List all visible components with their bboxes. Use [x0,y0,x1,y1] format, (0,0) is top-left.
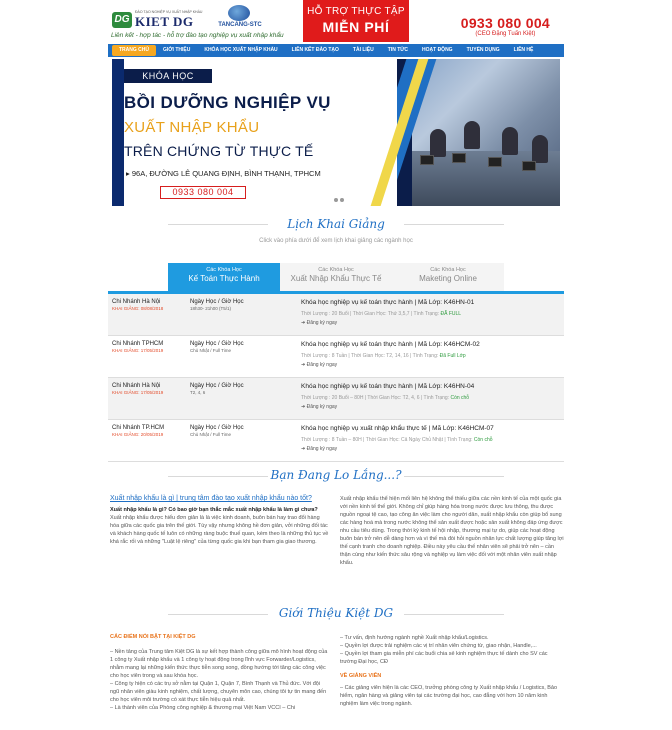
nav-item-about[interactable]: GIỚI THIỆU [163,47,191,53]
classroom-photo [412,59,560,206]
course-name: Khóa học nghiệp vụ kế toán thực hành | Mã Lớp: K46HN-04 [301,383,475,390]
logo[interactable] [108,10,208,30]
slider-dots [112,197,560,204]
intro-right-text: – Tư vấn, định hướng ngành nghề Xuất nhập khẩu/Logistics. – Quyền lợi được trải nghiệm các vị trí nhân viên chứng từ, giao nhận, Handle,... – Quyền lợi tham gia miễn phí các buổi chia sẻ kinh nghiệm thực tế dành cho SV các trường Đại học, CĐ [340,635,548,665]
promo-line-2: MIỄN PHÍ [322,19,390,35]
banner-address: ▸ 96A, ĐƯỜNG LÊ QUANG ĐỊNH, BÌNH THẠNH, TPHCM [126,169,321,178]
hero-banner[interactable] [112,59,560,206]
intro-title: Giới Thiệu Kiệt DG [278,606,394,620]
status-badge: Còn chỗ [473,437,493,443]
time-label: Ngày Học / Giờ Học [190,341,244,347]
course-tabs [168,263,504,291]
intro-right-column [340,634,564,708]
schedule-subtitle: Click vào phía dưới để xem lịch khai giảng các ngành học [259,238,413,244]
banner-phone: 0933 080 004 [160,186,246,199]
slider-dot[interactable] [340,198,344,202]
promo-box[interactable] [303,0,409,42]
course-meta: Thời Lượng : 20 Buổi | Thời Gian Học: Thứ 3,5,7 | Tình Trạng: ĐÃ FULL [301,311,462,317]
branch-name: Chi Nhánh Hà Nội [112,383,161,389]
partner-name: TANCANG-STC [218,22,262,28]
slider-dot[interactable] [328,198,332,202]
banner-line-2: XUẤT NHẬP KHẨU [124,119,260,136]
intro-left-column [110,634,330,712]
banner-label: KHÓA HỌC [124,69,212,83]
banner-line-1: BỒI DƯỠNG NGHIỆP VỤ [124,93,331,112]
nav-item-contact[interactable]: LIÊN HỆ [513,47,534,53]
nav-item-courses[interactable]: KHÓA HỌC XUẤT NHẬP KHẨU [204,47,278,53]
schedule-table [108,294,564,462]
banner-line-3: TRÊN CHỨNG TỪ THỰC TẾ [124,143,314,159]
table-row [108,378,564,420]
intro-left-text: – Nền tảng của Trung tâm Kiệt DG là sự kết hợp thành công giữa mô hình hoạt động của 1 công ty Xuất nhập khẩu và 1 công ty hoạt động trong lĩnh vực Forwarder/Logistics, nhằm mang lại những kiến thức thực tiễn song song, đồng hướng tới tăng các công việc cho học viên trong và sau khóa học. – Công ty hiện có các trụ sở nằm tại Quận 1, Quận 7, Bình Thạnh và Thủ đức. Với đội ngũ nhân viên giàu kinh nghiệm, chất lượng, chuyên môn cao, chúng tôi tự tin mang đến cho học viên môi trường có xát thực tiễn hiệu quả nhất. – Là thành viên của Phòng công nghiệp & thương mại Việt Nam VCCI – Chi [110,649,328,711]
table-row [108,294,564,336]
start-date: KHAI GIẢNG: 17/05/2019 [112,348,164,353]
course-meta: Thời Lượng : 20 Buổi – 80H | Thời Gian Học: T2, 4, 6 | Tình Trạng: Còn chỗ [301,395,470,401]
logo-mark-icon: DG [112,12,132,28]
worry-heading-link[interactable]: Xuất nhập khẩu là gì | trung tâm đào tạo xuất nhập khẩu nào tốt? [110,495,312,502]
time-label: Ngày Học / Giờ Học [190,425,244,431]
register-link[interactable]: ➜ Đăng ký ngay [301,446,338,452]
table-row [108,336,564,378]
intro-right-heading: VỀ GIẢNG VIÊN [340,673,382,679]
table-row [108,420,564,462]
schedule-title: Lịch Khai Giảng [287,217,385,231]
hotline-number: 0933 080 004 [460,15,550,31]
course-meta: Thời Lượng : 8 Tuần | Thời Gian Học: T2, 14, 16 | Tình Trạng: Đã Full Lớp [301,353,466,359]
partner-logo[interactable] [216,5,264,31]
nav-item-activities[interactable]: HOẠT ĐỘNG [422,47,453,53]
register-link[interactable]: ➜ Đăng ký ngay [301,362,338,368]
time-value: Chủ Nhật / Full Time [190,348,232,353]
hotline-name: (CEO Đặng Tuấn Kiệt) [475,31,536,37]
main-nav [108,44,564,57]
register-link[interactable]: ➜ Đăng ký ngay [301,404,338,410]
worry-right-text: Xuất nhập khẩu thể hiện mối liên hệ không thể thiếu giữa các nền kinh tế của một quốc gia với nền kinh tế thế giới. Không chỉ giúp hàng hóa trong nước được lưu thông, thu được nguồn ngoại tệ cao, tạo công ăn việc làm cho người dân, xuất nhập khẩu còn giúp bổ sung các hàng hoá mà trong nước không thể sản xuất được hoặc sản xuất không đáp ứng được nhu cầu tiêu dùng. Trong thời kỳ kinh tế hội nhập, thương mại tự do, giúp các hoạt động buôn bán trở nên dễ dàng hơn và vì thế mà đòi hỏi nguồn nhân lực chất lượng giúp tăng lợi thế cạnh tranh cho doanh nghiệp. Điều này yêu cầu thế nhân viên sẽ phải trở nên – cần thận cùng như kiến thức sâu rộng và nghiệp vụ làm việc đối với một nhân viên xuất nhập khẩu. [340,496,564,566]
intro-left-heading: CÁC ĐIỂM NỔI BẬT TẠI KIỆT DG [110,634,196,640]
status-badge: ĐÃ FULL [440,311,462,317]
branch-name: Chi Nhánh TP.HCM [112,425,165,431]
tab-accounting[interactable]: Các Khóa Học Kế Toán Thực Hành [168,263,280,291]
nav-item-news[interactable]: TIN TỨC [387,47,409,53]
hotline[interactable] [461,15,550,37]
worry-left-text: Xuất nhập khẩu là gì? Có bao giờ bạn thắc mắc xuất nhập khẩu là làm gì chưa? Xuất nhập khẩu được hiểu đơn giản là là việc kinh doanh, buôn bán hay trao đổi hàng hóa giữa các quốc gia trên thế giới. Tùy vậy nhưng không hề đơn giản, vởi những đối tác và khách hàng quốc tế luôn có những ràng buộc thuế quan, kèm theo là những thủ tục về khá rắc rối và những "Luật lệ riêng" của từng quốc gia khi bạn tham gia giao thương. [110,507,329,545]
nav-item-recruitment[interactable]: TUYỂN DỤNG [466,47,500,53]
status-badge: Còn chỗ [450,395,470,401]
course-meta: Thời Lượng : 8 Tuần – 80H | Thời Gian Học: Cả Ngày Chủ Nhật | Tình Trạng: Còn chỗ [301,437,493,443]
worry-title: Bạn Đang Lo Lắng...? [270,468,402,482]
time-value: Chủ Nhật / Full Time [190,432,232,437]
branch-name: Chi Nhánh TPHCM [112,341,164,347]
slider-dot[interactable] [334,198,338,202]
promo-line-1: HỖ TRỢ THỰC TẬP [307,6,405,17]
time-value: T2, 4, 6 [190,390,206,395]
register-link[interactable]: ➜ Đăng ký ngay [301,320,338,326]
nav-item-home[interactable]: TRANG CHỦ [112,45,156,56]
tagline: Liên kết - hợp tác - hỗ trợ đào tạo nghiệp vụ xuất nhập khẩu [111,32,284,39]
logo-subtitle: ĐÀO TẠO NGHIỆP VỤ XUẤT NHẬP KHẨU [135,10,203,14]
status-badge: Đã Full Lớp [439,353,466,359]
course-name: Khóa học nghiệp vụ kế toán thực hành | Mã Lớp: K46HCM-02 [301,341,480,348]
nav-item-partnership[interactable]: LIÊN KẾT ĐÀO TẠO [291,47,339,53]
start-date: KHAI GIẢNG: 08/08/2018 [112,306,164,311]
time-label: Ngày Học / Giờ Học [190,299,244,305]
tab-marketing[interactable]: Các Khóa Học Maketing Online [392,263,504,291]
time-label: Ngày Học / Giờ Học [190,383,244,389]
branch-name: Chi Nhánh Hà Nội [112,299,161,305]
globe-icon [228,5,250,21]
start-date: KHAI GIẢNG: 20/05/2019 [112,432,164,437]
site-header [108,0,564,44]
time-value: 18h30- 21h00 (T5/1) [190,306,232,311]
intro-right-text-2: – Các giảng viên hiện là các CEO, trưởng phòng công ty Xuất nhập khẩu / Logistics, Bảo hiểm, ngân hàng và giảng viên tại các trường đại học, cao đẳng với hơn 10 năm kinh nghiệm làm việc trong ngành. [340,685,558,707]
start-date: KHAI GIẢNG: 17/05/2019 [112,390,164,395]
logo-name: KIET DG [135,14,194,29]
nav-item-documents[interactable]: TÀI LIỆU [352,47,374,53]
worry-left-column [110,495,330,546]
course-name: Khóa học nghiệp vụ kế toán thực hành | Mã Lớp: K46HN-01 [301,299,475,306]
tab-import-export[interactable]: Các Khóa Học Xuất Nhập Khẩu Thực Tế [280,263,392,291]
course-name: Khóa học nghiệp vụ xuất nhập khẩu thực tế | Mã Lớp: K46HCM-07 [301,425,494,432]
